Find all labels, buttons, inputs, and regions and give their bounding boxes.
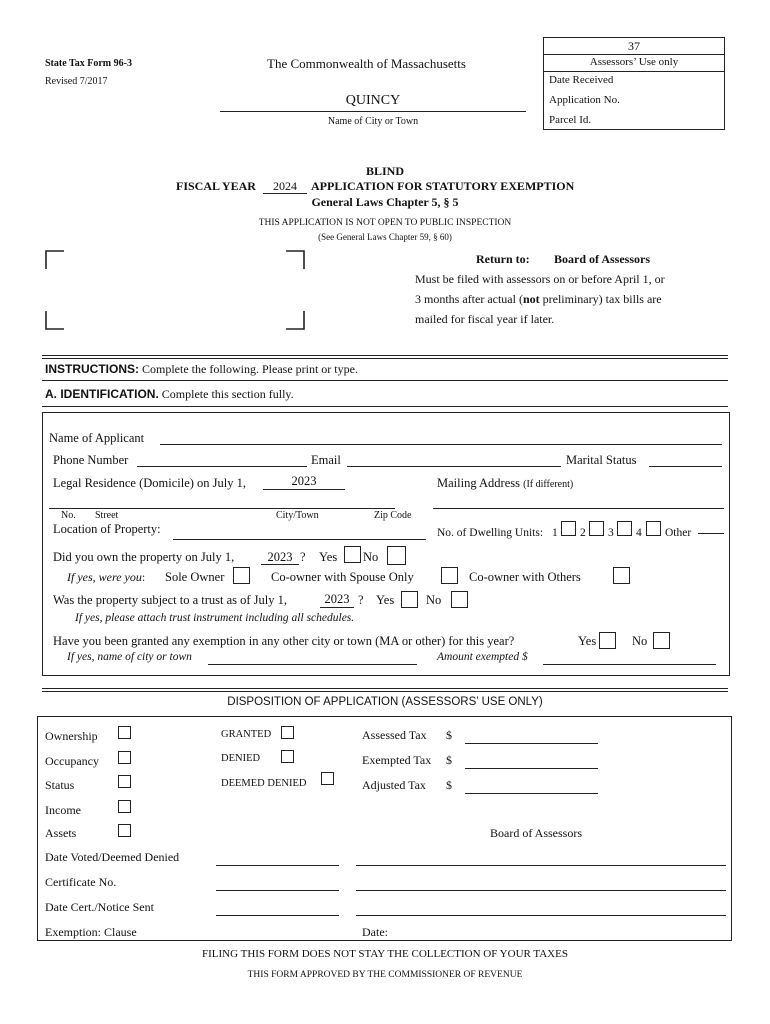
return-to-label: Return to: — [476, 252, 530, 266]
exempted-tax-label: Exempted Tax — [362, 753, 432, 767]
denied-label: DENIED — [221, 753, 261, 764]
applicant-name-field[interactable] — [160, 444, 722, 445]
exempted-tax-field[interactable] — [465, 768, 598, 769]
no-caption: No. — [61, 510, 76, 521]
return-line-3: mailed for fiscal year if later. — [415, 312, 555, 326]
applicant-name-label: Name of Applicant — [49, 431, 145, 445]
zip-caption: Zip Code — [374, 510, 412, 521]
assessor-signature-1[interactable] — [356, 865, 726, 866]
if-yes-were-you: If yes, were you: — [67, 570, 146, 584]
location-field[interactable] — [173, 539, 426, 540]
city-underline — [220, 111, 526, 112]
marital-status-field[interactable] — [649, 466, 722, 467]
mailing-address-field[interactable] — [433, 508, 724, 509]
email-label: Email — [311, 453, 341, 467]
assessors-use-label: Assessors’ Use only — [589, 56, 679, 68]
coowner-others-label: Co-owner with Others — [469, 570, 581, 584]
coowner-spouse-label: Co-owner with Spouse Only — [271, 570, 414, 584]
mailing-address-label: Mailing Address (If different) — [437, 476, 574, 490]
street-caption: Street — [95, 510, 119, 521]
marital-status-label: Marital Status — [566, 453, 637, 467]
status-label: Status — [45, 778, 75, 792]
assessor-signature-2[interactable] — [356, 890, 726, 891]
granted-checkbox[interactable] — [281, 726, 294, 739]
own-question: Did you own the property on July 1, — [53, 550, 235, 564]
assessed-tax-field[interactable] — [465, 743, 598, 744]
return-to-board: Board of Assessors — [554, 252, 651, 266]
coowner-spouse-checkbox[interactable] — [441, 567, 458, 584]
dwelling-4-checkbox[interactable] — [646, 521, 661, 536]
email-field[interactable] — [347, 466, 561, 467]
form-number: 37 — [628, 39, 640, 53]
income-checkbox[interactable] — [118, 800, 131, 813]
date-cert-field[interactable] — [216, 915, 339, 916]
footer-approved: THIS FORM APPROVED BY THE COMMISSIONER OF REVENUE — [247, 970, 523, 980]
date-cert-label: Date Cert./Notice Sent — [45, 900, 154, 914]
return-line-2: 3 months after actual (not preliminary) tax bills are — [415, 292, 662, 306]
disposition-title: DISPOSITION OF APPLICATION (ASSESSORS’ USE ONLY) — [227, 696, 543, 708]
sole-owner-label: Sole Owner — [165, 570, 225, 584]
assessed-tax-label: Assessed Tax — [362, 728, 427, 742]
trust-note: If yes, please attach trust instrument including all schedules. — [75, 612, 355, 624]
footer-notice: FILING THIS FORM DOES NOT STAY THE COLLECTION OF YOUR TAXES — [202, 948, 568, 960]
commonwealth-title: The Commonwealth of Massachusetts — [267, 56, 466, 71]
if-yes-city-label: If yes, name of city or town — [67, 651, 192, 663]
trust-no-label: No — [426, 593, 442, 607]
date-voted-field[interactable] — [216, 865, 339, 866]
dwelling-units-label: No. of Dwelling Units: — [437, 527, 544, 539]
sole-owner-checkbox[interactable] — [233, 567, 250, 584]
trust-question: Was the property subject to a trust as of July 1, — [53, 593, 288, 607]
exemption-clause-label: Exemption: Clause — [45, 925, 137, 939]
instructions: INSTRUCTIONS: Complete the following. Please print or type. — [45, 362, 358, 376]
phone-field[interactable] — [137, 466, 307, 467]
citytown-caption: City/Town — [276, 510, 319, 521]
assets-label: Assets — [45, 826, 77, 840]
assessors-use-box — [543, 37, 725, 130]
own-year: 2023 — [267, 550, 293, 564]
granted-label: GRANTED — [221, 729, 272, 740]
date-received-label: Date Received — [549, 74, 614, 86]
date-label: Date: — [362, 925, 388, 939]
coowner-others-checkbox[interactable] — [613, 567, 630, 584]
granted-no-label: No — [632, 634, 648, 648]
date-voted-label: Date Voted/Deemed Denied — [45, 850, 180, 864]
own-yes-label: Yes — [319, 550, 338, 564]
title-fiscal-year: 2024 — [273, 179, 297, 193]
status-checkbox[interactable] — [118, 775, 131, 788]
application-no-label: Application No. — [549, 94, 620, 106]
own-no-checkbox[interactable] — [387, 546, 406, 565]
section-a-header: A. IDENTIFICATION. Complete this section fully. — [45, 387, 294, 401]
see-general-laws: (See General Laws Chapter 59, § 60) — [318, 232, 452, 242]
parcel-id-label: Parcel Id. — [549, 114, 592, 126]
assessor-signature-3[interactable] — [356, 915, 726, 916]
denied-checkbox[interactable] — [281, 750, 294, 763]
dwelling-1-checkbox[interactable] — [561, 521, 576, 536]
ownership-label: Ownership — [45, 729, 98, 743]
assets-checkbox[interactable] — [118, 824, 131, 837]
form-id: State Tax Form 96-3 — [45, 58, 132, 69]
trust-no-checkbox[interactable] — [451, 591, 468, 608]
deemed-denied-label: DEEMED DENIED — [221, 778, 307, 789]
trust-yes-label: Yes — [376, 593, 395, 607]
revised-date: Revised 7/2017 — [45, 76, 108, 87]
adjusted-tax-field[interactable] — [465, 793, 598, 794]
trust-year: 2023 — [324, 592, 350, 606]
board-of-assessors-label: Board of Assessors — [490, 826, 582, 840]
residence-address-field[interactable] — [49, 508, 395, 509]
title-blind: BLIND — [365, 164, 404, 178]
legal-residence-year: 2023 — [291, 474, 317, 488]
granted-no-checkbox[interactable] — [653, 632, 670, 649]
city-name: QUINCY — [345, 93, 401, 108]
phone-label: Phone Number — [53, 453, 129, 467]
legal-residence-label: Legal Residence (Domicile) on July 1, — [53, 476, 246, 490]
granted-yes-label: Yes — [578, 634, 597, 648]
amount-exempted-label: Amount exempted $ — [437, 651, 528, 663]
income-label: Income — [45, 803, 81, 817]
trust-yes-checkbox[interactable] — [401, 591, 418, 608]
title-general-laws: General Laws Chapter 5, § 5 — [311, 195, 459, 209]
title-application: APPLICATION FOR STATUTORY EXEMPTION — [311, 179, 575, 193]
own-yes-checkbox[interactable] — [344, 546, 361, 563]
granted-yes-checkbox[interactable] — [599, 632, 616, 649]
occupancy-checkbox[interactable] — [118, 751, 131, 764]
location-label: Location of Property: — [53, 522, 161, 536]
dwelling-other-label: Other — [665, 527, 692, 539]
amount-exempted-field[interactable] — [543, 664, 716, 665]
not-public-notice: THIS APPLICATION IS NOT OPEN TO PUBLIC INSPECTION — [258, 218, 512, 228]
return-line-1: Must be filed with assessors on or before April 1, or — [415, 272, 665, 286]
certificate-no-label: Certificate No. — [45, 875, 117, 889]
certificate-no-field[interactable] — [216, 890, 339, 891]
deemed-denied-checkbox[interactable] — [321, 772, 334, 785]
city-caption: Name of City or Town — [327, 116, 419, 127]
title-fiscal-prefix: FISCAL YEAR — [176, 179, 256, 193]
occupancy-label: Occupancy — [45, 754, 99, 768]
own-no-label: No — [363, 550, 379, 564]
ownership-checkbox[interactable] — [118, 726, 131, 739]
address-window-marks — [40, 245, 310, 335]
adjusted-tax-label: Adjusted Tax — [362, 778, 426, 792]
dwelling-2-checkbox[interactable] — [589, 521, 604, 536]
other-city-field[interactable] — [208, 664, 417, 665]
dwelling-3-checkbox[interactable] — [617, 521, 632, 536]
granted-question: Have you been granted any exemption in any other city or town (MA or other) for this year? — [53, 634, 515, 648]
dwelling-other-field[interactable] — [698, 533, 724, 534]
